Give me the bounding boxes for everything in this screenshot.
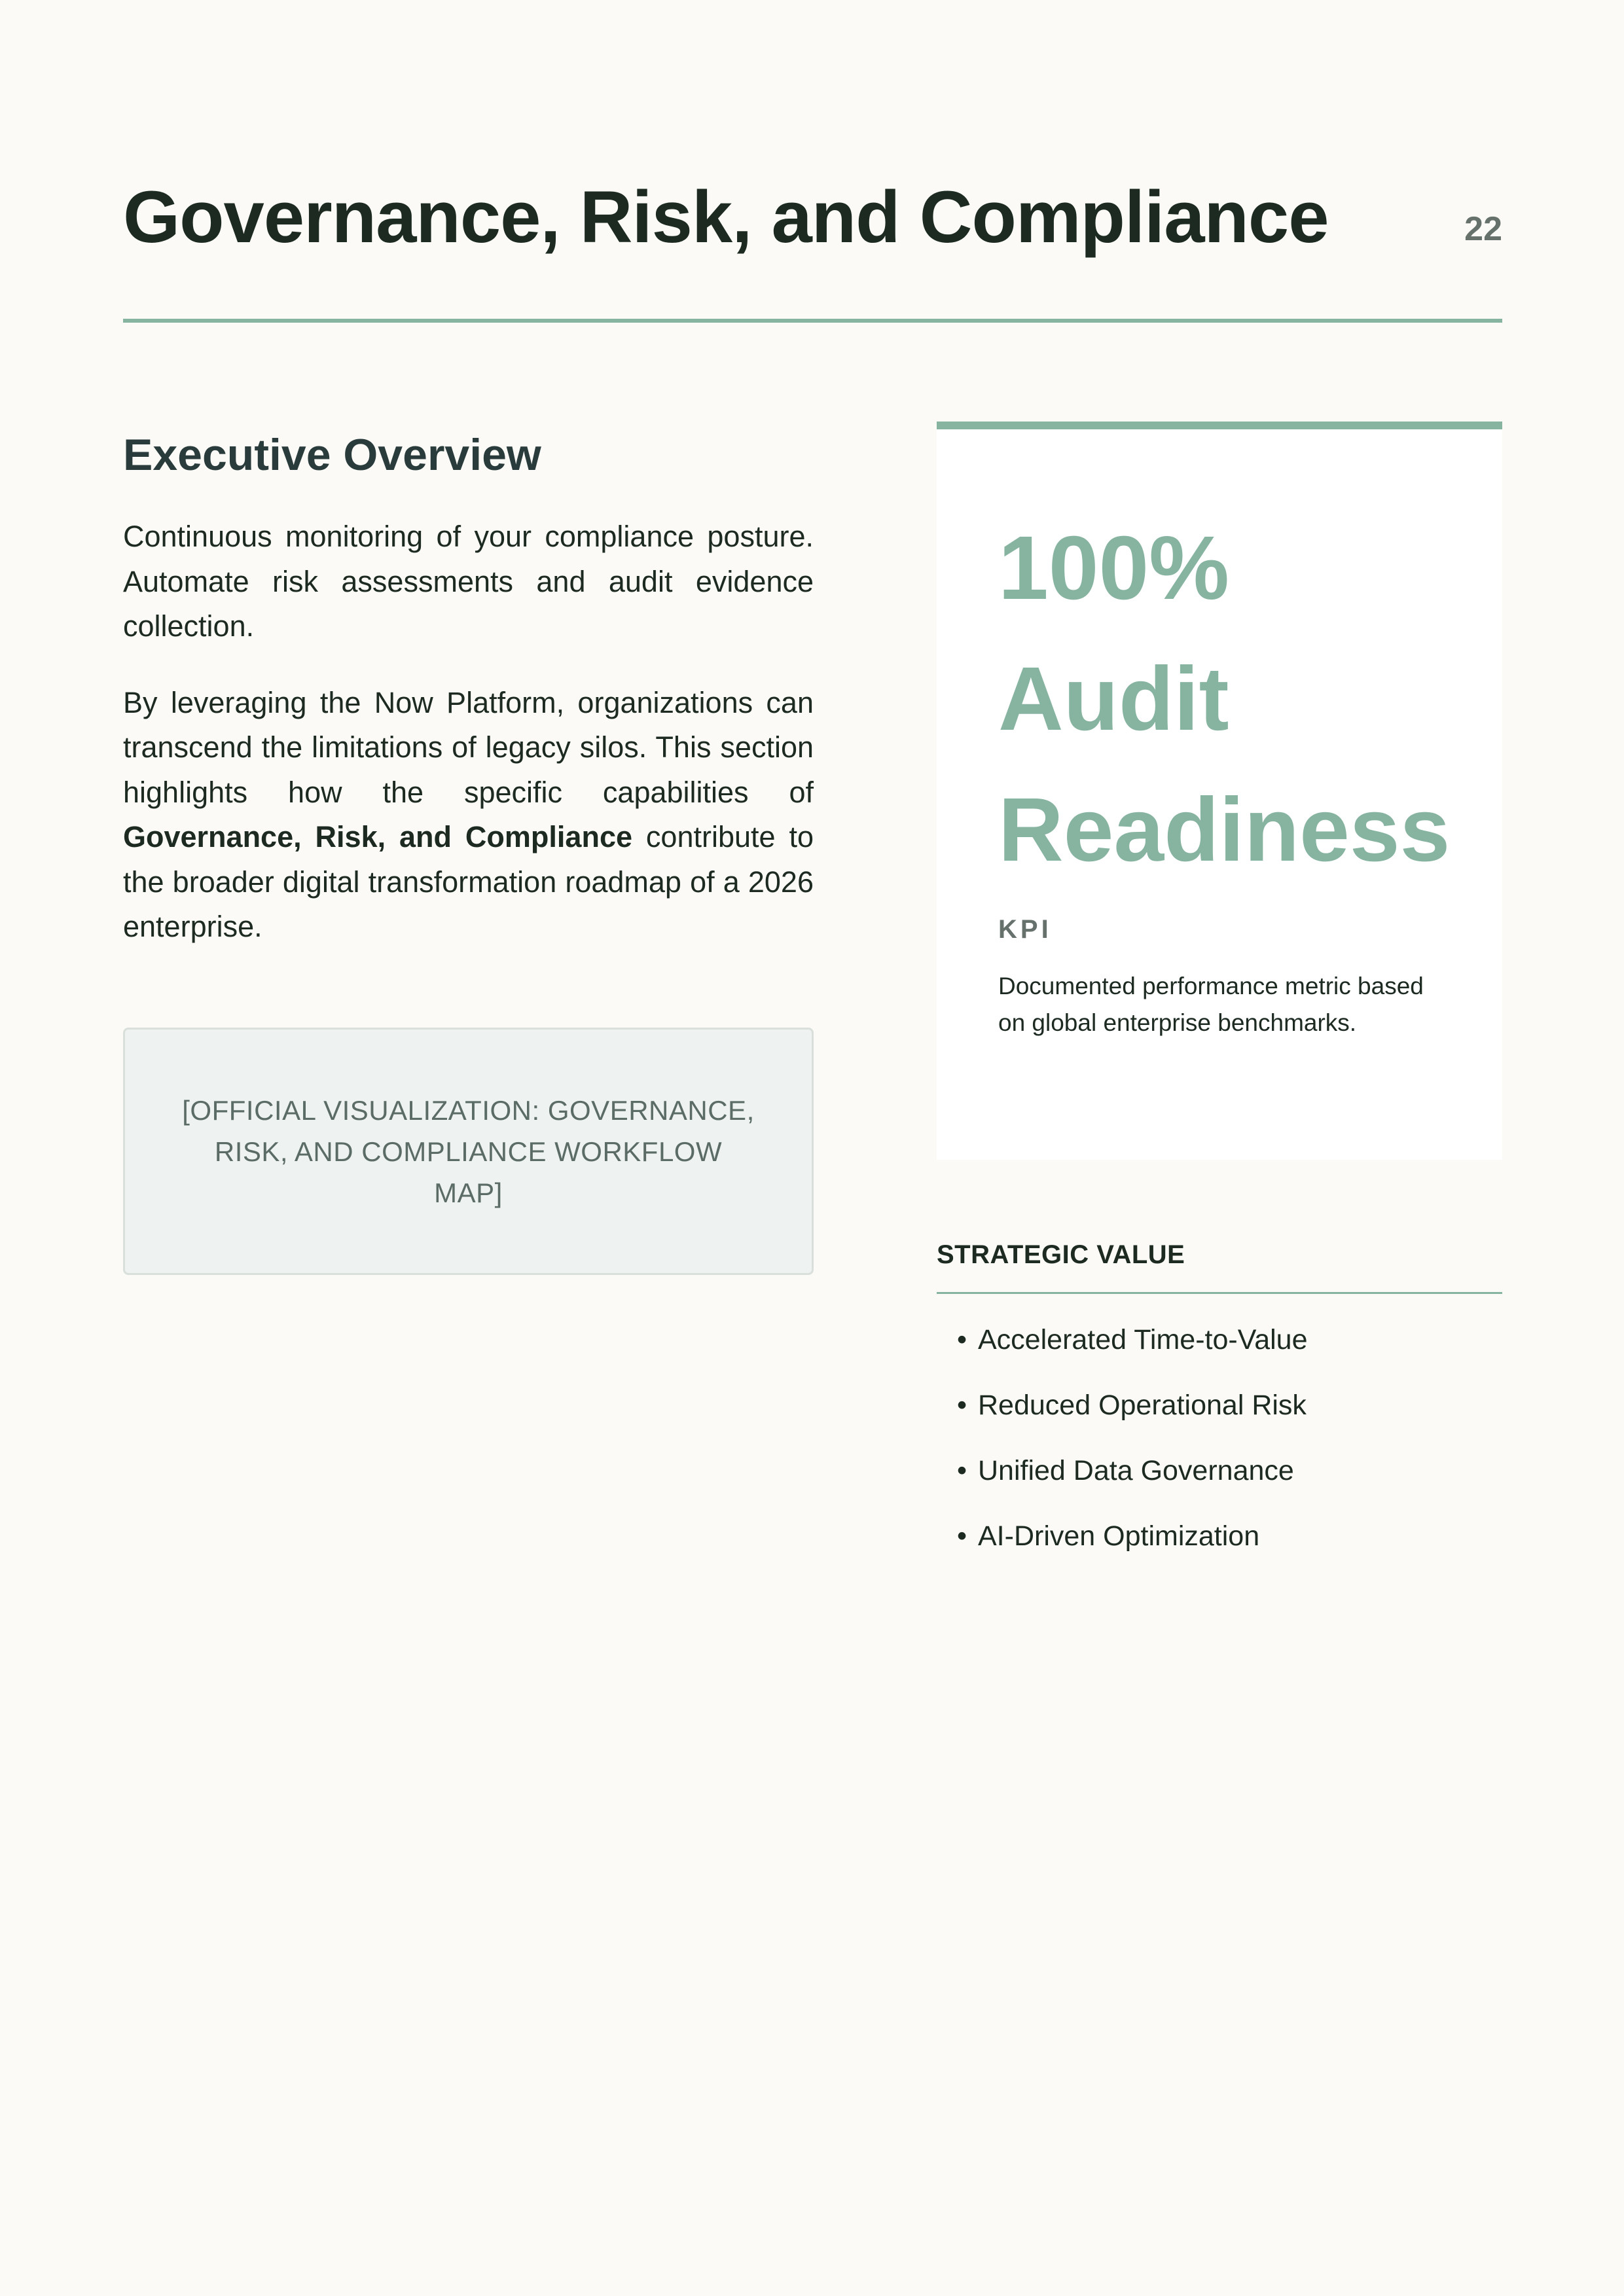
- list-item: [937, 1451, 1502, 1490]
- bullet-icon: •: [957, 1390, 967, 1421]
- paragraph-2-text-start: By leveraging the Now Platform, organizations can transcend the limitations of legacy silos. This section highlights how the specific capabilities of: [123, 685, 814, 809]
- page-title: Governance, Risk, and Compliance: [123, 176, 1329, 258]
- kpi-label: KPI: [998, 915, 1052, 944]
- list-item-text: Accelerated Time-to-Value: [978, 1324, 1308, 1355]
- kpi-value-line-1: 100%: [998, 518, 1229, 619]
- bullet-icon: •: [957, 1520, 967, 1552]
- overview-paragraph-2: [123, 681, 814, 950]
- list-item: [937, 1516, 1502, 1556]
- page-number: 22: [1464, 210, 1502, 248]
- bullet-icon: •: [957, 1324, 967, 1355]
- strategic-value-heading: STRATEGIC VALUE: [937, 1240, 1502, 1294]
- page-header: [123, 171, 1502, 323]
- strategic-value-section: [937, 1240, 1502, 1582]
- paragraph-2-emphasis: Governance, Risk, and Compliance: [123, 820, 632, 853]
- list-item: [937, 1320, 1502, 1359]
- list-item-text: AI-Driven Optimization: [978, 1520, 1260, 1552]
- visualization-placeholder: [123, 1028, 814, 1275]
- list-item-text: Reduced Operational Risk: [978, 1390, 1307, 1421]
- section-heading: Executive Overview: [123, 430, 541, 480]
- kpi-value-line-2: Audit: [998, 649, 1229, 749]
- list-item: [937, 1386, 1502, 1425]
- document-page: [123, 0, 1502, 2296]
- strategic-value-list: [937, 1320, 1502, 1556]
- executive-overview-section: [123, 419, 814, 1208]
- kpi-value-line-3: Readiness: [998, 780, 1451, 880]
- visualization-placeholder-text: [OFFICIAL VISUALIZATION: GOVERNANCE, RISK, AND COMPLIANCE WORKFLOW MAP]: [182, 1094, 755, 1208]
- kpi-card: [937, 422, 1502, 1160]
- list-item-text: Unified Data Governance: [978, 1455, 1294, 1486]
- bullet-icon: •: [957, 1455, 967, 1486]
- overview-paragraph-1: Continuous monitoring of your compliance posture. Automate risk assessments and audit evidence collection.: [123, 520, 814, 643]
- paragraph-2-text-end: contribute to the broader digital transformation roadmap of a 2026 enterprise.: [123, 820, 814, 943]
- kpi-description: Documented performance metric based on global enterprise benchmarks.: [998, 973, 1424, 1036]
- kpi-value: [998, 503, 1451, 895]
